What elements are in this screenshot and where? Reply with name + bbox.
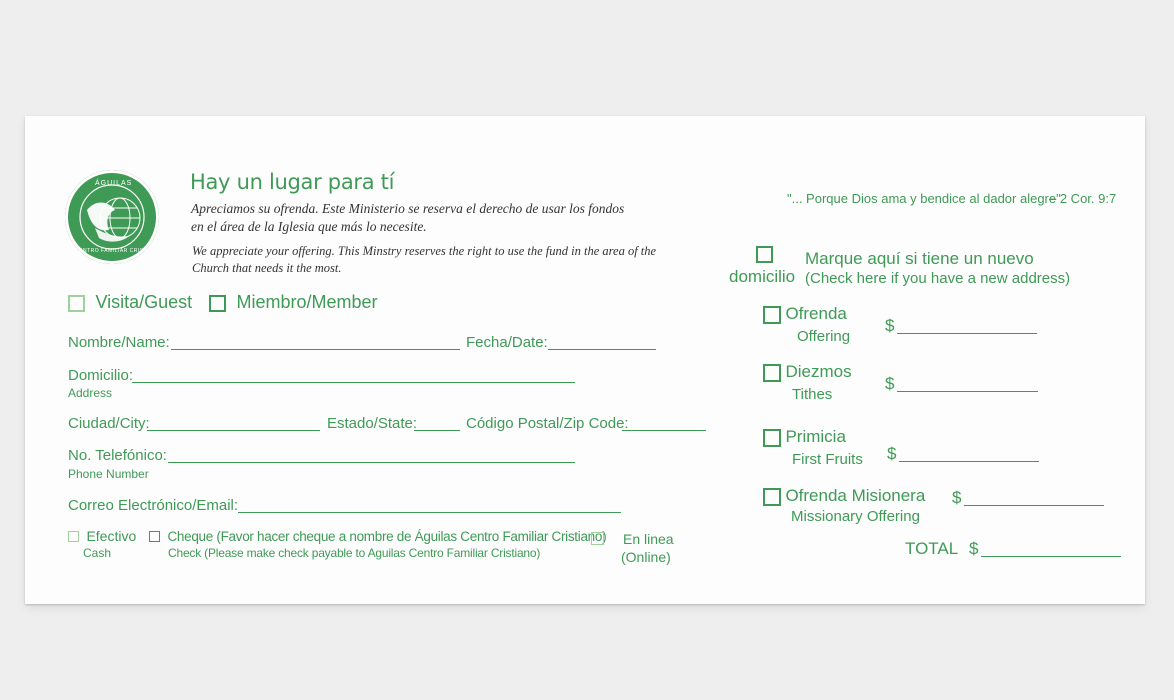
firstfruits-amount-field[interactable]: [899, 461, 1039, 462]
member-checkbox[interactable]: [209, 295, 226, 312]
zip-label: Código Postal/Zip Code:: [466, 415, 629, 432]
offering-label: Ofrenda: [785, 304, 847, 323]
email-field[interactable]: [238, 512, 621, 513]
phone-label: No. Telefónico:: [68, 447, 167, 464]
state-field[interactable]: [414, 430, 460, 431]
cash-sublabel: Cash: [83, 546, 112, 560]
offering-envelope-card: [25, 116, 1145, 604]
member-option[interactable]: [209, 292, 377, 313]
state-label: Estado/State:: [327, 415, 418, 432]
offering-option[interactable]: [763, 304, 847, 324]
bible-verse-reference: – 2 Cor. 9:7: [1049, 191, 1117, 206]
cash-checkbox[interactable]: [68, 531, 79, 542]
missions-sublabel: Missionary Offering: [791, 508, 920, 525]
offering-checkbox[interactable]: [763, 306, 781, 324]
page-title: Hay un lugar para tí: [190, 170, 395, 194]
church-logo: [65, 170, 162, 264]
intro-spanish: Apreciamos su ofrenda. Este Ministerio se reserva el derecho de usar los fondos en el área de la Iglesia que más lo necesite.: [191, 201, 625, 234]
firstfruits-checkbox[interactable]: [763, 429, 781, 447]
total-amount-field[interactable]: [981, 556, 1121, 557]
missions-option[interactable]: [763, 486, 925, 506]
logo-top-text: ÁGUILAS: [95, 180, 133, 187]
firstfruits-sublabel: First Fruits: [792, 451, 863, 468]
cash-label: Efectivo: [86, 528, 137, 544]
online-checkbox[interactable]: [591, 532, 604, 545]
cash-option[interactable]: [68, 528, 136, 546]
tithes-checkbox[interactable]: [763, 364, 781, 382]
offering-currency: $: [885, 316, 895, 335]
address-field[interactable]: [132, 382, 575, 383]
online-sublabel: (Online): [621, 549, 671, 565]
offering-amount-field[interactable]: [897, 333, 1037, 334]
new-address-label-line2: domicilio: [729, 267, 796, 286]
online-option[interactable]: [591, 530, 604, 548]
name-label: Nombre/Name:: [68, 334, 170, 351]
city-label: Ciudad/City:: [68, 415, 150, 432]
tithes-currency: $: [885, 374, 895, 393]
date-field[interactable]: [548, 349, 656, 350]
tithes-label: Diezmos: [785, 362, 852, 381]
new-address-label: Marque aquí si tiene un nuevo: [805, 249, 1034, 268]
visitor-option[interactable]: [68, 292, 192, 313]
intro-english: We appreciate your offering. This Minstry reserves the right to use the fund in the area of the Church that needs it the most.: [192, 244, 657, 275]
logo-bottom-text: CENTRO FAMILIAR CRISTIANO: [75, 248, 162, 254]
new-address-checkbox[interactable]: [756, 246, 773, 263]
check-option[interactable]: [149, 528, 606, 546]
visitor-checkbox[interactable]: [68, 295, 85, 312]
online-label: En linea: [623, 531, 674, 547]
firstfruits-currency: $: [887, 444, 897, 463]
total-currency: $: [969, 539, 979, 558]
check-checkbox[interactable]: [149, 531, 160, 542]
new-address-label-english: (Check here if you have a new address): [805, 270, 1071, 287]
address-sublabel: Address: [68, 386, 113, 400]
city-field[interactable]: [147, 430, 320, 431]
bible-verse: "... Porque Dios ama y bendice al dador alegre": [787, 191, 1061, 206]
missions-checkbox[interactable]: [763, 488, 781, 506]
tithes-option[interactable]: [763, 362, 852, 382]
offering-sublabel: Offering: [797, 328, 851, 345]
firstfruits-label: Primicia: [785, 427, 846, 446]
phone-sublabel: Phone Number: [68, 467, 149, 481]
new-address-option[interactable]: [756, 246, 773, 264]
total-label: TOTAL: [905, 539, 959, 558]
address-label: Domicilio:: [68, 367, 134, 384]
missions-label: Ofrenda Misionera: [785, 486, 926, 505]
firstfruits-option[interactable]: [763, 427, 846, 447]
email-label: Correo Electrónico/Email:: [68, 497, 239, 514]
date-label: Fecha/Date:: [466, 334, 548, 351]
name-field[interactable]: [171, 349, 460, 350]
tithes-sublabel: Tithes: [792, 386, 833, 403]
missions-amount-field[interactable]: [964, 505, 1104, 506]
tithes-amount-field[interactable]: [897, 391, 1038, 392]
check-label: Cheque (Favor hacer cheque a nombre de Águilas Centro Familiar Cristiano): [167, 529, 607, 544]
zip-field[interactable]: [622, 430, 706, 431]
member-label: Miembro/Member: [236, 292, 378, 312]
visitor-label: Visita/Guest: [95, 292, 193, 312]
check-sublabel: Check (Please make check payable to Aguilas Centro Familiar Cristiano): [168, 546, 541, 560]
phone-field[interactable]: [168, 462, 575, 463]
missions-currency: $: [952, 488, 962, 507]
